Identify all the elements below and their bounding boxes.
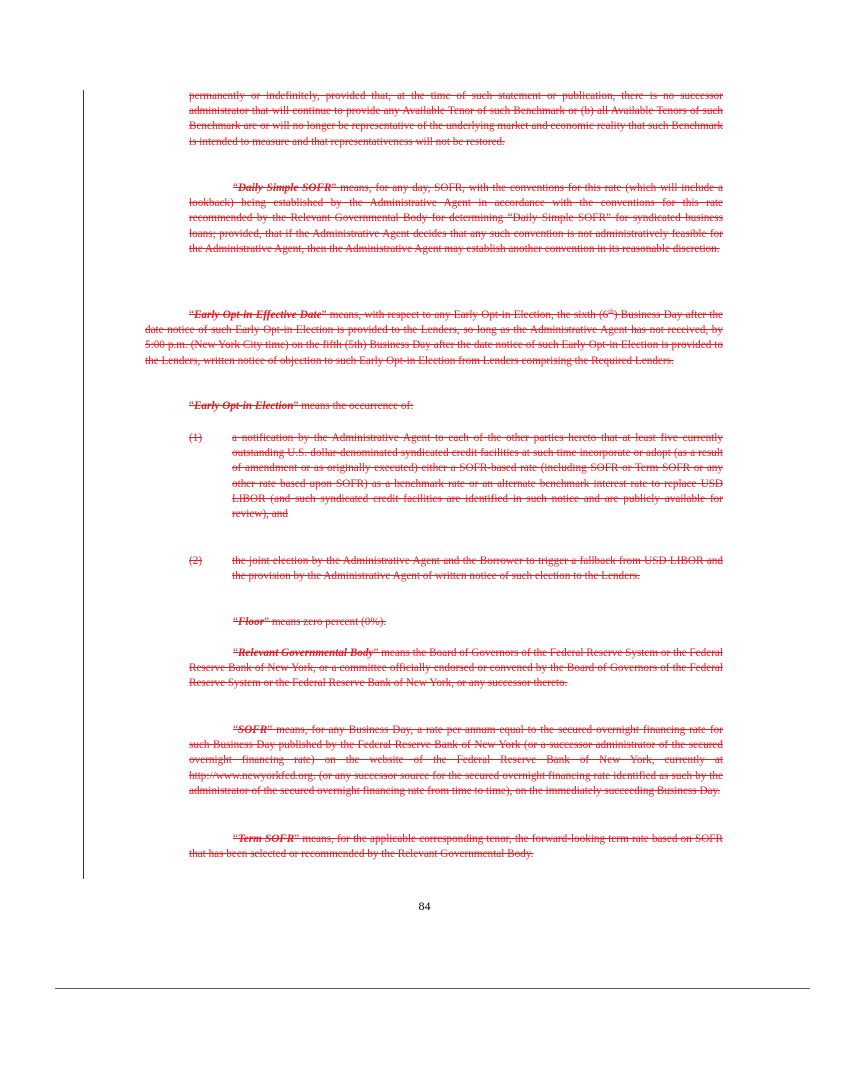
definition-body-b: ) Business Day after the date notice of such Early Opt-in Election is provided to the Lenders, so long as the Administrative Agent has not received, by 5:00 p.m. (New York City time) on the fifth (5th) Business Day after the date notice of such Early Opt-in Election is provided to the Lenders, written notice of objection to such Early Opt-in Election from Lenders comprising the Required Lenders. (145, 309, 723, 367)
page-number: 84 (418, 899, 431, 913)
superscript: th (608, 307, 614, 316)
definition-daily-simple-sofr: “Daily Simple SOFR” means, for any day, SOFR, with the conventions for this rate (which will include a lookback) being established by the Administrative Agent in accordance with the conventions for this rate recommended by the Relevant Governmental Body for determining “Daily Simple SOFR” for syndicated business loans; provided, that if the Administrative Agent decides that any such convention is not administratively feasible for the Administrative Agent, then the Administrative Agent may establish another convention in its reasonable discretion. (189, 182, 724, 255)
defined-term: Daily Simple SOFR (237, 182, 332, 194)
definition-body: means, for the applicable corresponding tenor, the forward-looking term rate based on SOFR that has been selected or recommended by the Relevant Governmental Body. (189, 833, 723, 861)
definition-sofr: “SOFR” means, for any Business Day, a rate per annum equal to the secured overnight financing rate for such Business Day published by the Federal Reserve Bank of New York (or a successor administrator of the secured overnight financing rate) on the website of the Federal Reserve Bank of New York, currently at http://www.newyorkfed.org. (or any successor source for the secured overnight financing rate identified as such by the administrator of the secured overnight financing rate from time to time), on the immediately succeeding Business Day. (189, 724, 723, 797)
definition-body: means the occurrence of: (298, 400, 414, 412)
defined-term: Early Opt-in Election (193, 400, 294, 412)
list-number-2: (2) (189, 555, 203, 567)
definition-body: means, for any Business Day, a rate per annum equal to the secured overnight financing rate for such Business Day published by the Federal Reserve Bank of New York (or a successor administrator of the secured overnight financing rate) on the website of the Federal Reserve Bank of New York, currently at http://www.newyorkfed.org. (or any successor source for the secured overnight financing rate identified as such by the administrator of the secured overnight financing rate from time to time), on the immediately succeeding Business Day. (189, 724, 723, 797)
list-item-1: a notification by the Administrative Agent to each of the other parties hereto that at least five currently outstanding U.S. dollar-denominated syndicated credit facilities at such time incorporate or adopt (as a result of amendment or as originally executed) either a SOFR-based rate (including SOFR or Term SOFR or any other rate based upon SOFR) as a benchmark rate or an alternate benchmark interest rate to replace USD LIBOR (and such syndicated credit facilities are identified in such notice and are publicly available for review), and (232, 432, 723, 521)
page-separator-rule (55, 988, 810, 989)
defined-term: Term SOFR (237, 833, 295, 845)
defined-term: Relevant Governmental Body (237, 647, 374, 659)
definition-body: means the Board of Governors of the Federal Reserve System or the Federal Reserve Bank of New York, or a committee officially endorsed or convened by the Board of Governors of the Federal Reserve System or the Federal Reserve Bank of New York, or any successor thereto. (189, 647, 723, 690)
definition-floor: “Floor” means zero percent (0%). (233, 616, 387, 628)
list-item-2: the joint election by the Administrative Agent and the Borrower to trigger a fallback from USD LIBOR and the provision by the Administrative Agent of written notice of such election to the Lenders. (232, 555, 723, 583)
list-number-1: (1) (189, 432, 203, 444)
paragraph-benchmark-continuation: permanently or indefinitely, provided that, at the time of such statement or publication, there is no successor administrator that will continue to provide any Available Tenor of such Benchmark or (b) all Available Tenors of such Benchmark are or will no longer be representative of the underlying market and economic reality that such Benchmark is intended to measure and that representativeness will not be restored. (189, 90, 723, 148)
defined-term: Floor (237, 616, 265, 628)
definition-early-opt-in-effective-date: “Early Opt-in Effective Date” means, with respect to any Early Opt-in Election, the sixth (6th) Business Day after the date notice of such Early Opt-in Election is provided to the Lenders, so long as the Administrative Agent has not received, by 5:00 p.m. (New York City time) on the fifth (5th) Business Day after the date notice of such Early Opt-in Election is provided to the Lenders, written notice of objection to such Early Opt-in Election from Lenders comprising the Required Lenders. (145, 307, 723, 367)
definition-relevant-governmental-body: “Relevant Governmental Body” means the Board of Governors of the Federal Reserve System or the Federal Reserve Bank of New York, or a committee officially endorsed or convened by the Board of Governors of the Federal Reserve System or the Federal Reserve Bank of New York, or any successor thereto. (189, 647, 723, 690)
definition-body-a: means, with respect to any Early Opt-in Election, the sixth (6 (326, 309, 609, 321)
defined-term: Early Opt-in Effective Date (193, 309, 322, 321)
definition-early-opt-in-election: “Early Opt-in Election” means the occurrence of: (189, 400, 414, 412)
defined-term: SOFR (237, 724, 268, 736)
change-bar (83, 90, 84, 879)
definition-term-sofr: “Term SOFR” means, for the applicable corresponding tenor, the forward-looking term rate based on SOFR that has been selected or recommended by the Relevant Governmental Body. (189, 833, 723, 861)
definition-body: means, for any day, SOFR, with the conventions for this rate (which will include a lookback) being established by the Administrative Agent in accordance with the conventions for this rate recommended by the Relevant Governmental Body for determining “Daily Simple SOFR” for syndicated business loans; provided, that if the Administrative Agent decides that any such convention is not administratively feasible for the Administrative Agent, then the Administrative Agent may establish another convention in its reasonable discretion. (189, 182, 724, 255)
definition-body: means zero percent (0%). (269, 616, 387, 628)
